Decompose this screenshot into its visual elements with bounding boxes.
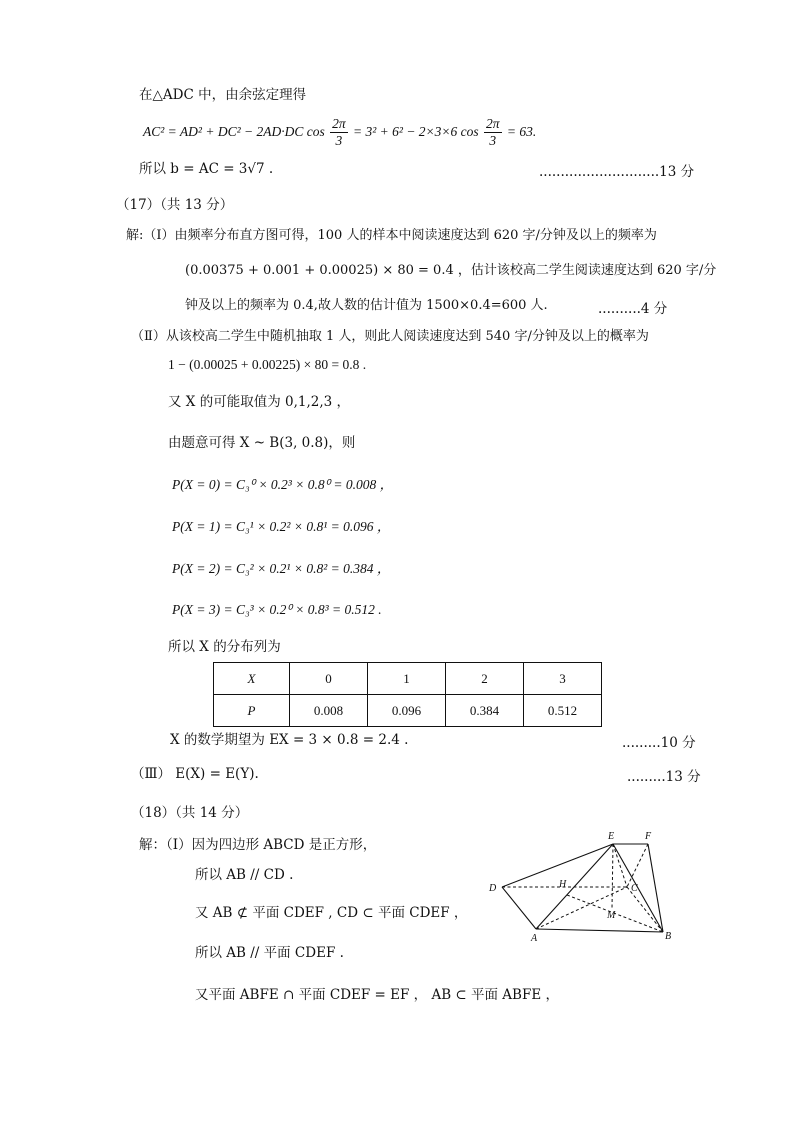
text-line: 又平面 ABFE ∩ 平面 CDEF = EF ， AB ⊂ 平面 ABFE ， xyxy=(195,987,559,1003)
edge-DA xyxy=(502,887,536,929)
formula-part: AC² = AD² + DC² − 2AD·DC cos xyxy=(143,124,325,139)
text-line: X 的数学期望为 EX = 3 × 0.8 = 2.4 . xyxy=(170,732,409,748)
distribution-table xyxy=(213,662,602,727)
label-M: M xyxy=(607,910,616,921)
text-line: (0.00375 + 0.001 + 0.00025) × 80 = 0.4 ，估计该校高二学生阅读速度达到 620 字/分 xyxy=(185,263,717,278)
text-line: （Ⅱ）从该校高二学生中随机抽取 1 人，则此人阅读速度达到 540 字/分钟及以上的概率为 xyxy=(131,329,649,344)
fraction xyxy=(484,116,502,149)
table-header-cell: X xyxy=(214,663,290,695)
table-cell: 0.512 xyxy=(524,695,602,727)
text-line: 又 X 的可能取值为 0,1,2,3 ， xyxy=(168,394,351,410)
table-cell: 2 xyxy=(446,663,524,695)
edge-FC-hidden xyxy=(627,844,648,887)
text-line: 在△ADC 中，由余弦定理得 xyxy=(139,87,307,103)
fraction-numerator: 2π xyxy=(486,116,500,132)
edge-DE xyxy=(502,844,613,887)
text-line: 所以 AB // CD . xyxy=(195,867,294,883)
formula-part: = 63. xyxy=(506,124,537,139)
cosine-law-formula xyxy=(143,110,536,154)
text-line: 钟及以上的频率为 0.4,故人数的估计值为 1500×0.4=600 人. xyxy=(185,298,548,313)
table-cell: 0.096 xyxy=(368,695,446,727)
table-cell: 0.384 xyxy=(446,695,524,727)
probability-line: P(X = 0) = C₃⁰ × 0.2³ × 0.8⁰ = 0.008 ， xyxy=(172,477,394,492)
label-H: H xyxy=(559,879,567,890)
table-cell: 1 xyxy=(368,663,446,695)
probability-line: P(X = 1) = C₃¹ × 0.2² × 0.8¹ = 0.096 ， xyxy=(172,519,391,534)
text-line: 1 − (0.00025 + 0.00225) × 80 = 0.8 . xyxy=(168,357,367,372)
label-F: F xyxy=(645,831,652,842)
fraction-denominator: 3 xyxy=(335,133,343,149)
fraction-denominator: 3 xyxy=(489,133,497,149)
text-line: 又 AB ⊄ 平面 CDEF , CD ⊂ 平面 CDEF ， xyxy=(195,905,468,921)
probability-line: P(X = 2) = C₃² × 0.2¹ × 0.8² = 0.384 ， xyxy=(172,561,391,576)
text-line: 解:（Ⅰ）由频率分布直方图可得，100 人的样本中阅读速度达到 620 字/分钟及以上的频率为 xyxy=(126,228,657,243)
edge-EM-hidden xyxy=(612,844,613,908)
table-cell: 3 xyxy=(524,663,602,695)
text-line: 解：（Ⅰ）因为四边形 ABCD 是正方形， xyxy=(139,837,377,853)
text-line: （Ⅲ） E(X) = E(Y). xyxy=(131,766,259,782)
label-A: A xyxy=(531,933,538,944)
label-C: C xyxy=(631,883,638,894)
edge-AB xyxy=(536,929,663,932)
score-marker: .........13 分 xyxy=(627,769,701,785)
section-heading: （17）（共 13 分） xyxy=(116,197,234,213)
fraction-numerator: 2π xyxy=(332,116,346,132)
text-line: 所以 b = AC = 3√7 . xyxy=(139,161,274,177)
section-heading: （18）（共 14 分） xyxy=(131,805,249,821)
score-marker: .........10 分 xyxy=(622,735,696,751)
text-line: 所以 X 的分布列为 xyxy=(168,639,281,655)
score-marker: ............................13 分 xyxy=(539,164,695,180)
label-B: B xyxy=(665,931,672,942)
edge-AC-hidden xyxy=(536,887,627,929)
score-marker: ..........4 分 xyxy=(598,301,668,317)
text-line: 所以 AB // 平面 CDEF . xyxy=(195,945,344,961)
fraction xyxy=(330,116,348,149)
table-header-cell: P xyxy=(214,695,290,727)
table-cell: 0.008 xyxy=(290,695,368,727)
table-row xyxy=(214,663,602,695)
formula-part: = 3² + 6² − 2×3×6 cos xyxy=(353,124,479,139)
probability-line: P(X = 3) = C₃³ × 0.2⁰ × 0.8³ = 0.512 . xyxy=(172,602,382,617)
label-D: D xyxy=(489,883,497,894)
geometry-figure xyxy=(480,825,690,947)
text-line: 由题意可得 X ~ B(3, 0.8)，则 xyxy=(168,435,356,451)
table-row xyxy=(214,695,602,727)
table-cell: 0 xyxy=(290,663,368,695)
label-E: E xyxy=(608,831,615,842)
